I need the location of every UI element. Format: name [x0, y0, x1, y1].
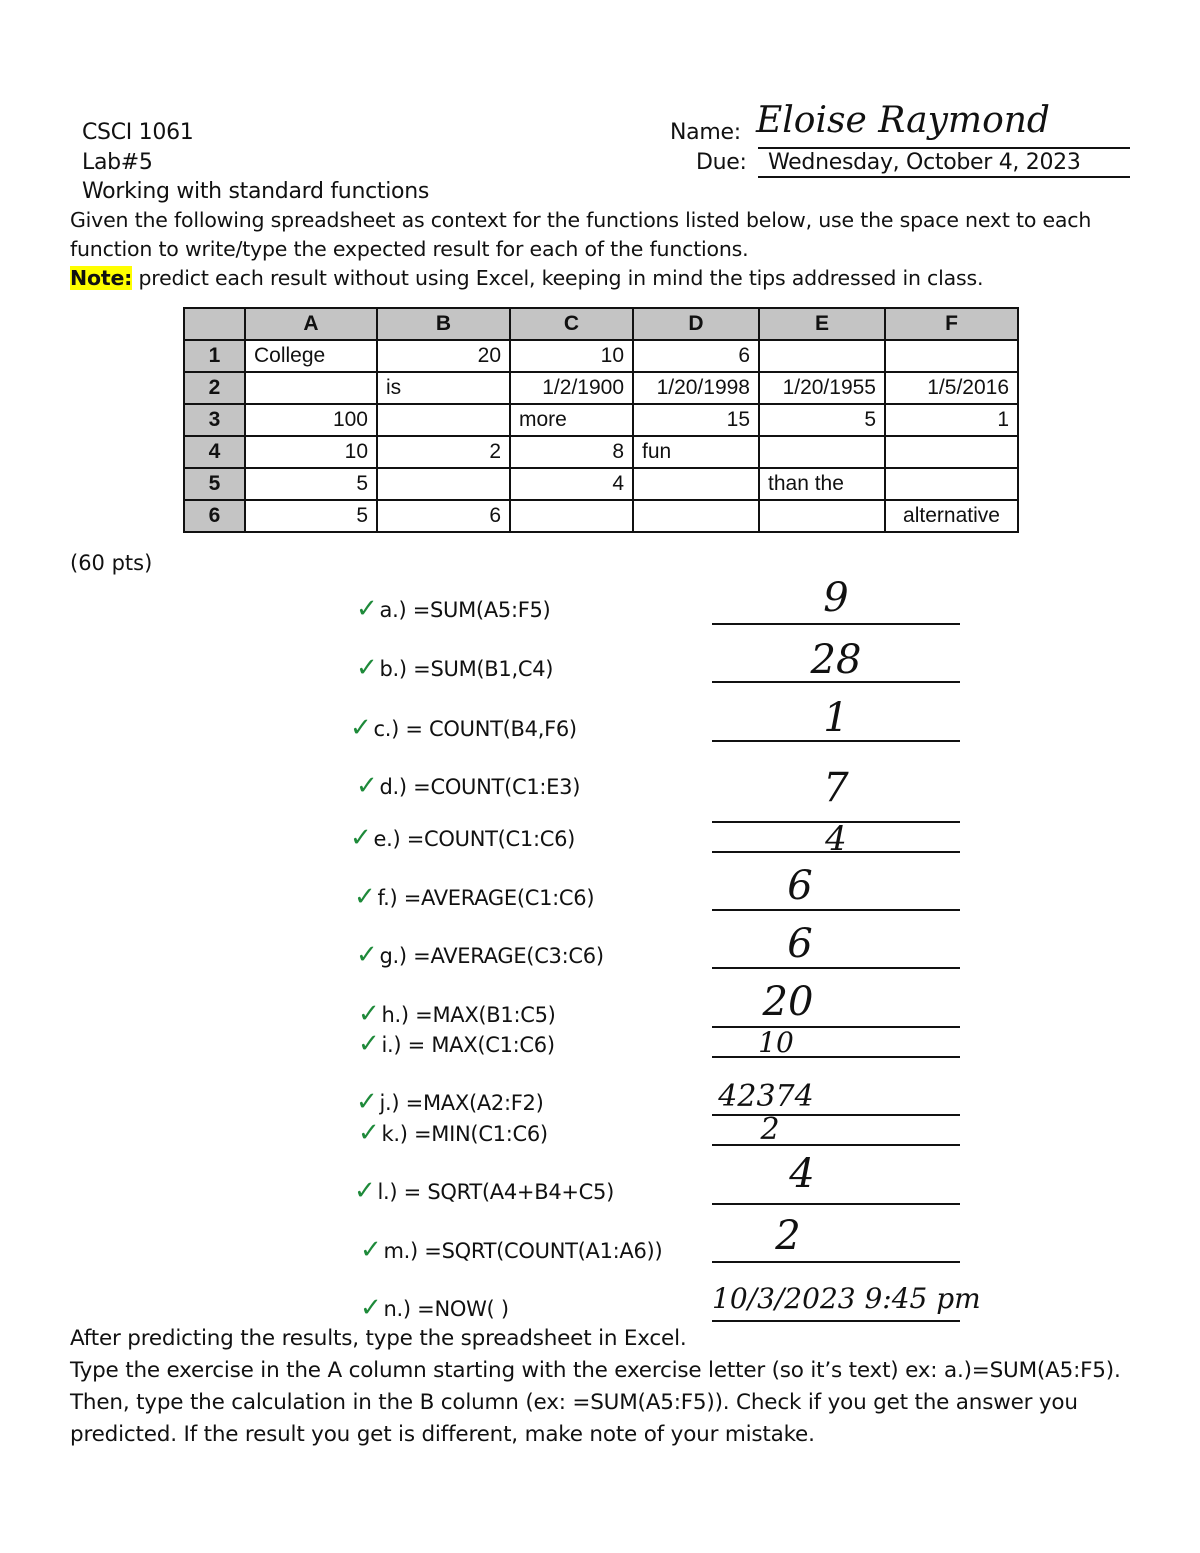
check-icon: ✓: [350, 713, 372, 743]
cell-d1: 6: [633, 340, 759, 372]
column-header: C: [510, 308, 633, 340]
cell-d6: [633, 500, 759, 532]
name-label: Name:: [670, 120, 741, 145]
corner-cell: [184, 308, 245, 340]
spreadsheet-table: [183, 307, 1019, 533]
question-label: d.) =COUNT(C1:E3): [379, 775, 581, 799]
question-label: h.) =MAX(B1:C5): [381, 1003, 556, 1027]
check-icon: ✓: [356, 940, 378, 970]
name-signature: Eloise Raymond: [756, 100, 1050, 141]
answer-line: [712, 623, 960, 625]
question-label: m.) =SQRT(COUNT(A1:A6)): [383, 1239, 663, 1263]
cell-d2: 1/20/1998: [633, 372, 759, 404]
question-label: n.) =NOW( ): [383, 1297, 509, 1321]
answer-line: [712, 1320, 960, 1322]
answer-i: 10: [758, 1026, 794, 1059]
question-label: k.) =MIN(C1:C6): [381, 1122, 548, 1146]
answer-line: [712, 851, 960, 853]
cell-b3: [377, 404, 510, 436]
question-label: b.) =SUM(B1,C4): [379, 657, 554, 681]
cell-f4: [885, 436, 1018, 468]
row-header: 6: [184, 500, 245, 532]
points-label: (60 pts): [70, 551, 153, 575]
cell-b5: [377, 468, 510, 500]
instructions-intro: Given the following spreadsheet as context for the functions listed below, use the space next to each function to write/type the expected result for each of the functions.: [70, 208, 1092, 261]
cell-e4: [759, 436, 885, 468]
answer-m: 2: [775, 1213, 801, 1259]
question-k: [358, 1118, 548, 1148]
question-label: i.) = MAX(C1:C6): [381, 1033, 555, 1057]
answer-line: [712, 1144, 960, 1146]
footer-line-2: Type the exercise in the A column starting with the exercise letter (so it’s text) ex: a.)=SUM(A5:F5). Then, type the calculation in the B column (ex: =SUM(A5:F5)). Check if you get the answer you predicted. If the result you get is different, make note of your mistake.: [70, 1358, 1121, 1447]
cell-b1: 20: [377, 340, 510, 372]
cell-d3: 15: [633, 404, 759, 436]
cell-d4: fun: [633, 436, 759, 468]
cell-f2: 1/5/2016: [885, 372, 1018, 404]
row-header: 5: [184, 468, 245, 500]
check-icon: ✓: [358, 1118, 380, 1148]
course-code: CSCI 1061: [82, 120, 194, 145]
cell-f6: alternative: [885, 500, 1018, 532]
answer-line: [712, 681, 960, 683]
answer-line: [712, 909, 960, 911]
cell-a2: [245, 372, 377, 404]
answer-n: 10/3/2023 9:45 pm: [712, 1282, 981, 1315]
check-icon: ✓: [358, 1029, 380, 1059]
answer-l: 4: [789, 1151, 815, 1197]
answer-line: [712, 967, 960, 969]
question-label: a.) =SUM(A5:F5): [379, 598, 551, 622]
cell-f5: [885, 468, 1018, 500]
table-row: [184, 372, 1018, 404]
cell-f1: [885, 340, 1018, 372]
check-icon: ✓: [360, 1293, 382, 1323]
cell-a6: 5: [245, 500, 377, 532]
cell-c5: 4: [510, 468, 633, 500]
check-icon: ✓: [356, 1087, 378, 1117]
table-row: [184, 500, 1018, 532]
check-icon: ✓: [358, 999, 380, 1029]
column-header: F: [885, 308, 1018, 340]
cell-a5: 5: [245, 468, 377, 500]
question-m: [360, 1235, 662, 1265]
cell-a4: 10: [245, 436, 377, 468]
question-f: [354, 882, 594, 912]
question-label: g.) =AVERAGE(C3:C6): [379, 944, 604, 968]
table-row: [184, 340, 1018, 372]
row-header: 3: [184, 404, 245, 436]
check-icon: ✓: [356, 653, 378, 683]
answer-c: 1: [823, 695, 849, 741]
cell-e5: than the: [759, 468, 885, 500]
cell-c6: [510, 500, 633, 532]
question-i: [358, 1029, 555, 1059]
cell-e1: [759, 340, 885, 372]
question-b: [356, 653, 553, 683]
cell-b4: 2: [377, 436, 510, 468]
cell-b6: 6: [377, 500, 510, 532]
answer-line: [712, 1261, 960, 1263]
answer-j: 42374: [718, 1079, 814, 1114]
cell-a1: College: [245, 340, 377, 372]
check-icon: ✓: [354, 1176, 376, 1206]
due-underline: [758, 176, 1130, 178]
cell-f3: 1: [885, 404, 1018, 436]
check-icon: ✓: [354, 882, 376, 912]
cell-c3: more: [510, 404, 633, 436]
question-label: f.) =AVERAGE(C1:C6): [377, 886, 595, 910]
header-row: [184, 308, 1018, 340]
lab-topic: Working with standard functions: [82, 179, 429, 204]
question-n: [360, 1293, 509, 1323]
footer-line-1: After predicting the results, type the spreadsheet in Excel.: [70, 1326, 687, 1351]
column-header: A: [245, 308, 377, 340]
cell-c1: 10: [510, 340, 633, 372]
cell-c2: 1/2/1900: [510, 372, 633, 404]
question-label: j.) =MAX(A2:F2): [379, 1091, 544, 1115]
row-header: 4: [184, 436, 245, 468]
check-icon: ✓: [356, 771, 378, 801]
answer-line: [712, 1203, 960, 1205]
answer-line: [712, 1056, 960, 1058]
lab-number: Lab#5: [82, 150, 153, 175]
column-header: D: [633, 308, 759, 340]
instructions-note: [70, 264, 1150, 293]
due-date: Wednesday, October 4, 2023: [768, 150, 1081, 175]
due-label: Due:: [696, 150, 747, 175]
cell-e3: 5: [759, 404, 885, 436]
cell-a3: 100: [245, 404, 377, 436]
answer-line: [712, 740, 960, 742]
check-icon: ✓: [360, 1235, 382, 1265]
question-e: [350, 823, 575, 853]
question-label: l.) = SQRT(A4+B4+C5): [377, 1180, 614, 1204]
row-header: 2: [184, 372, 245, 404]
table-row: [184, 468, 1018, 500]
check-icon: ✓: [356, 594, 378, 624]
table-row: [184, 436, 1018, 468]
cell-d5: [633, 468, 759, 500]
check-icon: ✓: [350, 823, 372, 853]
note-text: predict each result without using Excel, keeping in mind the tips addressed in class.: [132, 266, 984, 290]
question-label: c.) = COUNT(B4,F6): [373, 717, 577, 741]
question-label: e.) =COUNT(C1:C6): [373, 827, 576, 851]
answer-b: 28: [810, 637, 862, 683]
answer-e: 4: [825, 819, 847, 859]
question-g: [356, 940, 604, 970]
cell-b2: is: [377, 372, 510, 404]
question-c: [350, 713, 577, 743]
question-h: [358, 999, 556, 1029]
answer-d: 7: [823, 765, 849, 811]
name-underline: [758, 147, 1130, 149]
column-header: B: [377, 308, 510, 340]
row-header: 1: [184, 340, 245, 372]
table-row: [184, 404, 1018, 436]
note-label: Note:: [70, 266, 133, 290]
answer-k: 2: [760, 1112, 780, 1147]
cell-e6: [759, 500, 885, 532]
question-l: [354, 1176, 614, 1206]
question-a: [356, 594, 550, 624]
column-header: E: [759, 308, 885, 340]
answer-f: 6: [787, 863, 813, 909]
answer-h: 20: [762, 979, 814, 1025]
cell-e2: 1/20/1955: [759, 372, 885, 404]
cell-c4: 8: [510, 436, 633, 468]
answer-a: 9: [823, 575, 849, 621]
question-d: [356, 771, 580, 801]
question-j: [356, 1087, 543, 1117]
answer-g: 6: [787, 921, 813, 967]
